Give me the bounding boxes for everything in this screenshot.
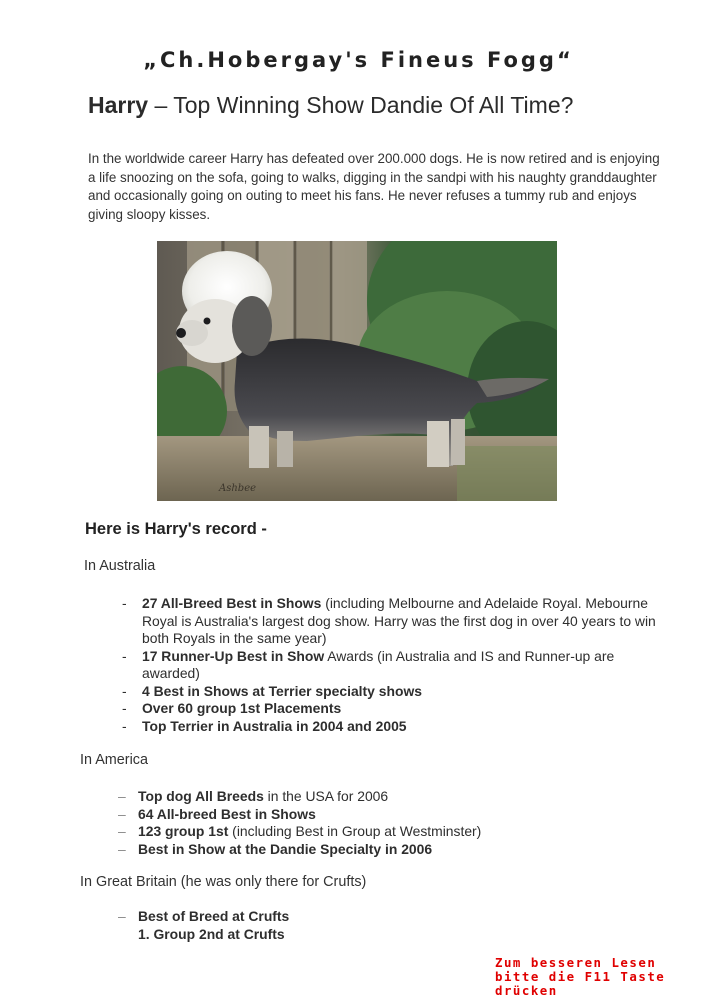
section-great-britain: [80, 874, 366, 890]
dog-photo: [157, 241, 557, 501]
list-item: – Top dog All Breeds in the USA for 2006: [118, 788, 658, 806]
list-item: - 17 Runner-Up Best in Show Awards (in Australia and IS and Runner-up are awarded): [122, 648, 662, 683]
britain-list: [118, 908, 658, 943]
f11-hint-line: drücken: [495, 983, 558, 998]
section-great-britain-label: In Great Britain: [80, 874, 177, 890]
page-subtitle: [88, 92, 573, 119]
list-item: - 27 All-Breed Best in Shows (including Melbourne and Adelaide Royal. Mebourne Royal is Australia's largest dog show. Harry was the first dog in over 40 years to win both Royals in the same year): [122, 595, 662, 648]
list-item: – 123 group 1st (including Best in Group at Westminster): [118, 823, 658, 841]
photo-signature: Ashbee: [219, 483, 257, 494]
section-great-britain-note: (he was only there for Crufts): [176, 874, 367, 890]
f11-hint: [495, 956, 715, 998]
f11-hint-line: Zum besseren Lesen: [495, 955, 657, 970]
intro-paragraph: In the worldwide career Harry has defeated over 200.000 dogs. He is now retired and is enjoying a life snoozing on the sofa, going to walks, digging in the sandpi with his naughty granddaughter and occasionally going on outing to meet his fans. He never refuses a tummy rub and enjoys giving sloopy kisses.: [88, 151, 660, 222]
australia-list: [122, 595, 662, 735]
list-item: - Over 60 group 1st Placements: [122, 700, 662, 718]
section-australia: In Australia: [84, 558, 156, 574]
list-item: 1. Group 2nd at Crufts: [138, 925, 285, 942]
record-heading: Here is Harry's record -: [85, 520, 267, 538]
list-item: – Best in Show at the Dandie Specialty in 2006: [118, 841, 658, 859]
list-item: - Top Terrier in Australia in 2004 and 2005: [122, 718, 662, 736]
subtitle-text: – Top Winning Show Dandie Of All Time?: [148, 92, 574, 118]
america-list: [118, 788, 658, 858]
list-item: – Best of Breed at Crufts: [118, 908, 658, 926]
page-title: „Ch.Hobergay's Fineus Fogg“: [143, 48, 574, 72]
list-item: – 64 All-breed Best in Shows: [118, 806, 658, 824]
list-item: - 4 Best in Shows at Terrier specialty shows: [122, 683, 662, 701]
dog-name: Harry: [88, 92, 149, 118]
f11-hint-line: bitte die F11 Taste: [495, 969, 666, 984]
section-america: In America: [80, 752, 148, 768]
